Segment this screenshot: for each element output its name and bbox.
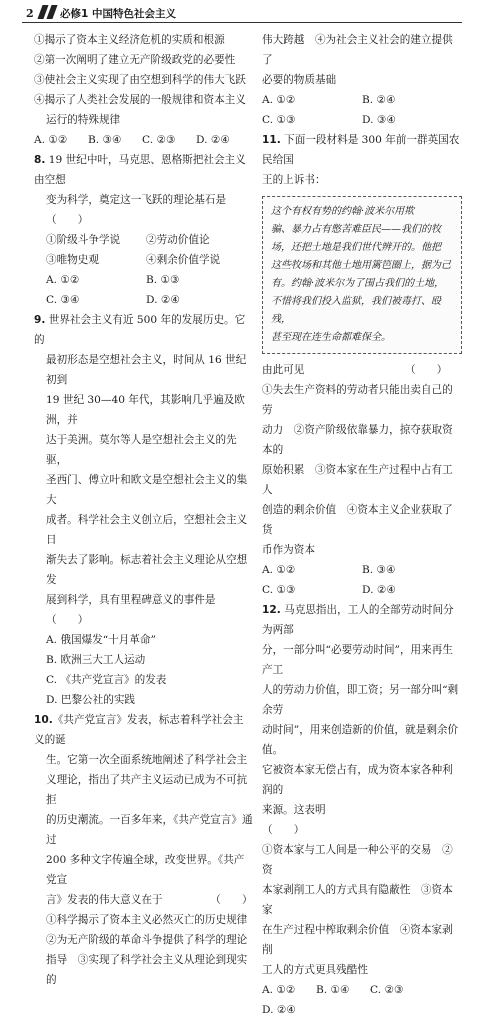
left-column <box>34 30 254 990</box>
question-stem: 下面一段材料是 300 年前一群英国农民给国 <box>262 134 460 166</box>
answer-choice[interactable]: C. 《共产党宣言》的发表 <box>46 674 167 686</box>
statement-item: 本家剥削工人的方式具有隐蔽性 ③资本家 <box>262 884 453 916</box>
option-item: ①揭示了资本主义经济危机的实质和根源 <box>34 34 225 46</box>
option-item: ②第一次阐明了建立无产阶级政党的必要性 <box>34 54 236 66</box>
question-stem: 言》发表的伟大意义在于 （ ） <box>46 894 253 906</box>
answer-options <box>262 110 462 130</box>
question-stem: 动时间”，用来创造新的价值，就是剩余价值。 <box>262 724 459 756</box>
page-number: 2 <box>26 7 34 20</box>
question-stem: 成者。科学社会主义创立后，空想社会主义日 <box>46 514 248 546</box>
statement-item: ①科学揭示了资本主义必然灭亡的历史规律 <box>46 914 248 926</box>
statement-row <box>34 230 254 250</box>
answer-choice[interactable]: D. ③④ <box>362 114 396 126</box>
answer-choice[interactable]: C. ②③ <box>370 984 404 996</box>
page-header <box>0 0 480 28</box>
statement-item: 动力 ②资产阶级依靠暴力，掠夺获取资本的 <box>262 424 453 456</box>
question-stem: 生。它第一次全面系统地阐述了科学社会主 <box>46 754 248 766</box>
question-number: 11. <box>262 134 281 146</box>
question-stem: 最初形态是空想社会主义，时间从 16 世纪初到 <box>46 354 247 386</box>
answer-choice[interactable]: B. ③④ <box>88 134 122 146</box>
answer-choice[interactable]: A. ①② <box>34 134 68 146</box>
statement-item: 创造的剩余价值 ④资本主义企业获取了货 <box>262 504 453 536</box>
answer-options <box>262 580 462 600</box>
answer-options <box>34 270 254 290</box>
question-number: 9. <box>34 314 46 326</box>
option-item: ③使社会主义实现了由空想到科学的伟大飞跃 <box>34 74 246 86</box>
answer-choice[interactable]: D. 巴黎公社的实践 <box>46 694 136 706</box>
question-number: 8. <box>34 154 46 166</box>
answer-choice[interactable]: A. ①② <box>262 984 296 996</box>
question-stem: 世界社会主义有近 500 年的发展历史。它的 <box>34 314 246 346</box>
question-stem: 200 多种文字传遍全球，改变世界。《共产党宣 <box>46 854 245 886</box>
question-stem: 分，一部分叫“必要劳动时间”，用来再生产工 <box>262 644 453 676</box>
statement-item: ④剩余价值学说 <box>146 254 221 266</box>
statement-item: ①失去生产资料的劳动者只能出卖自己的劳 <box>262 384 453 416</box>
quoted-material-box <box>262 196 462 354</box>
question-stem: 马克思指出，工人的全部劳动时间分为两部 <box>262 604 454 636</box>
question-number: 12. <box>262 604 281 616</box>
header-slash-icon <box>46 5 57 19</box>
header-divider <box>22 22 462 23</box>
statement-item: ①资本家与工人间是一种公平的交易 ②资 <box>262 844 453 876</box>
question-stem: 的历史潮流。一百多年来，《共产党宣言》通过 <box>46 814 253 846</box>
question-stem: 义理论，指出了共产主义运动已成为不可抗拒 <box>46 774 248 806</box>
question-stem: 来源。这表明 （ ） <box>262 804 432 836</box>
question-stem: 展到科学，具有里程碑意义的事件是 （ ） <box>46 594 227 626</box>
answer-choice[interactable]: B. ②④ <box>362 94 396 106</box>
question-stem: 变为科学，奠定这一飞跃的理论基石是（ ） <box>46 194 227 226</box>
question-stem: 王的上诉书： <box>262 174 326 186</box>
question-10 <box>34 710 254 990</box>
answer-choice[interactable]: D. ②④ <box>262 1004 296 1016</box>
question-stem: 19 世纪中叶，马克思、恩格斯把社会主义由空想 <box>34 154 246 186</box>
quote-line: 有。约翰·波米尔为了围占我们的土地， <box>271 278 445 289</box>
statement-item: 工人的方式更具残酷性 <box>262 964 368 976</box>
question-number: 10. <box>34 714 53 726</box>
question-stem: 19 世纪 30—40 年代，其影响几乎遍及欧洲，并 <box>46 394 245 426</box>
answer-options <box>34 130 254 150</box>
statement-item: ②为无产阶级的革命斗争提供了科学的理论 <box>46 934 248 946</box>
answer-choice[interactable]: D. ②④ <box>362 584 396 596</box>
answer-choice[interactable]: A. 俄国爆发“十月革命” <box>46 634 156 646</box>
answer-choice[interactable]: A. ①② <box>262 94 296 106</box>
answer-choice[interactable]: C. ③④ <box>46 294 80 306</box>
statement-item: ③唯物史观 <box>46 254 99 266</box>
answer-choice[interactable]: D. ②④ <box>146 294 180 306</box>
answer-choice[interactable]: B. ③④ <box>362 564 396 576</box>
answer-choice[interactable]: B. ①③ <box>146 274 180 286</box>
answer-options <box>262 560 462 580</box>
option-item: 运行的特殊规律 <box>46 114 121 126</box>
quote-line: 场，还把土地是我们世代辨开的。他把 <box>271 242 441 253</box>
answer-options <box>262 90 462 110</box>
quote-line: 不惜将我们投入监狱，我们被毒打、殴残， <box>271 296 441 325</box>
statement-item: 必要的物质基础 <box>262 74 337 86</box>
option-item: ④揭示了人类社会发展的一般规律和资本主义 <box>34 94 246 106</box>
answer-choice[interactable]: D. ②④ <box>196 134 230 146</box>
answer-choice[interactable]: B. 欧洲三大工人运动 <box>46 654 146 666</box>
answer-choice[interactable]: B. ①④ <box>316 984 350 996</box>
quote-line: 这些牧场和其他土地用篱笆圈上，据为己 <box>271 260 451 271</box>
answer-options <box>262 980 462 1020</box>
question-stem: 《共产党宣言》发表，标志着科学社会主义的诞 <box>34 714 244 746</box>
statement-item: 币作为资本 <box>262 544 315 556</box>
question-stem: 它被资本家无偿占有，成为资本家各种利润的 <box>262 764 453 796</box>
question-stem: 渐失去了影响。标志着社会主义理论从空想发 <box>46 554 248 586</box>
statement-item: 伟大跨越 ④为社会主义社会的建立提供了 <box>262 34 453 66</box>
answer-choice[interactable]: C. ①③ <box>262 114 296 126</box>
answer-choice[interactable]: A. ①② <box>46 274 80 286</box>
quote-line: 这个有权有势的约翰·波米尔用欺 <box>271 206 415 217</box>
answer-choice[interactable]: C. ②③ <box>142 134 176 146</box>
question-8 <box>34 150 254 310</box>
statement-row <box>34 250 254 270</box>
answer-choice[interactable]: C. ①③ <box>262 584 296 596</box>
statement-item: 原始积累 ③资本家在生产过程中占有工人 <box>262 464 453 496</box>
statement-item: 在生产过程中榨取剩余价值 ④资本家剥削 <box>262 924 453 956</box>
right-column <box>262 30 462 1020</box>
question-9 <box>34 310 254 710</box>
book-title: 必修1 中国特色社会主义 <box>60 8 176 20</box>
question-stem: 人的劳动力价值，即工资；另一部分叫“剩余劳 <box>262 684 459 716</box>
statement-item: ②劳动价值论 <box>146 234 210 246</box>
answer-options <box>34 290 254 310</box>
question-stem: 达于美洲。莫尔等人是空想社会主义的先驱， <box>46 434 237 466</box>
statement-item: 指导 ③实现了科学社会主义从理论到现实的 <box>46 954 248 986</box>
question-12 <box>262 600 462 1020</box>
question-stem: 由此可见 （ ） <box>262 364 448 376</box>
question-stem: 圣西门、傅立叶和欧文是空想社会主义的集大 <box>46 474 248 506</box>
quote-line: 骗、暴力占有憋苦难臣民——我们的牧 <box>271 224 441 235</box>
statement-item: ①阶级斗争学说 <box>46 234 121 246</box>
quote-line: 甚至现在连生命都难保全。 <box>271 332 391 343</box>
question-11 <box>262 130 462 600</box>
answer-choice[interactable]: A. ①② <box>262 564 296 576</box>
